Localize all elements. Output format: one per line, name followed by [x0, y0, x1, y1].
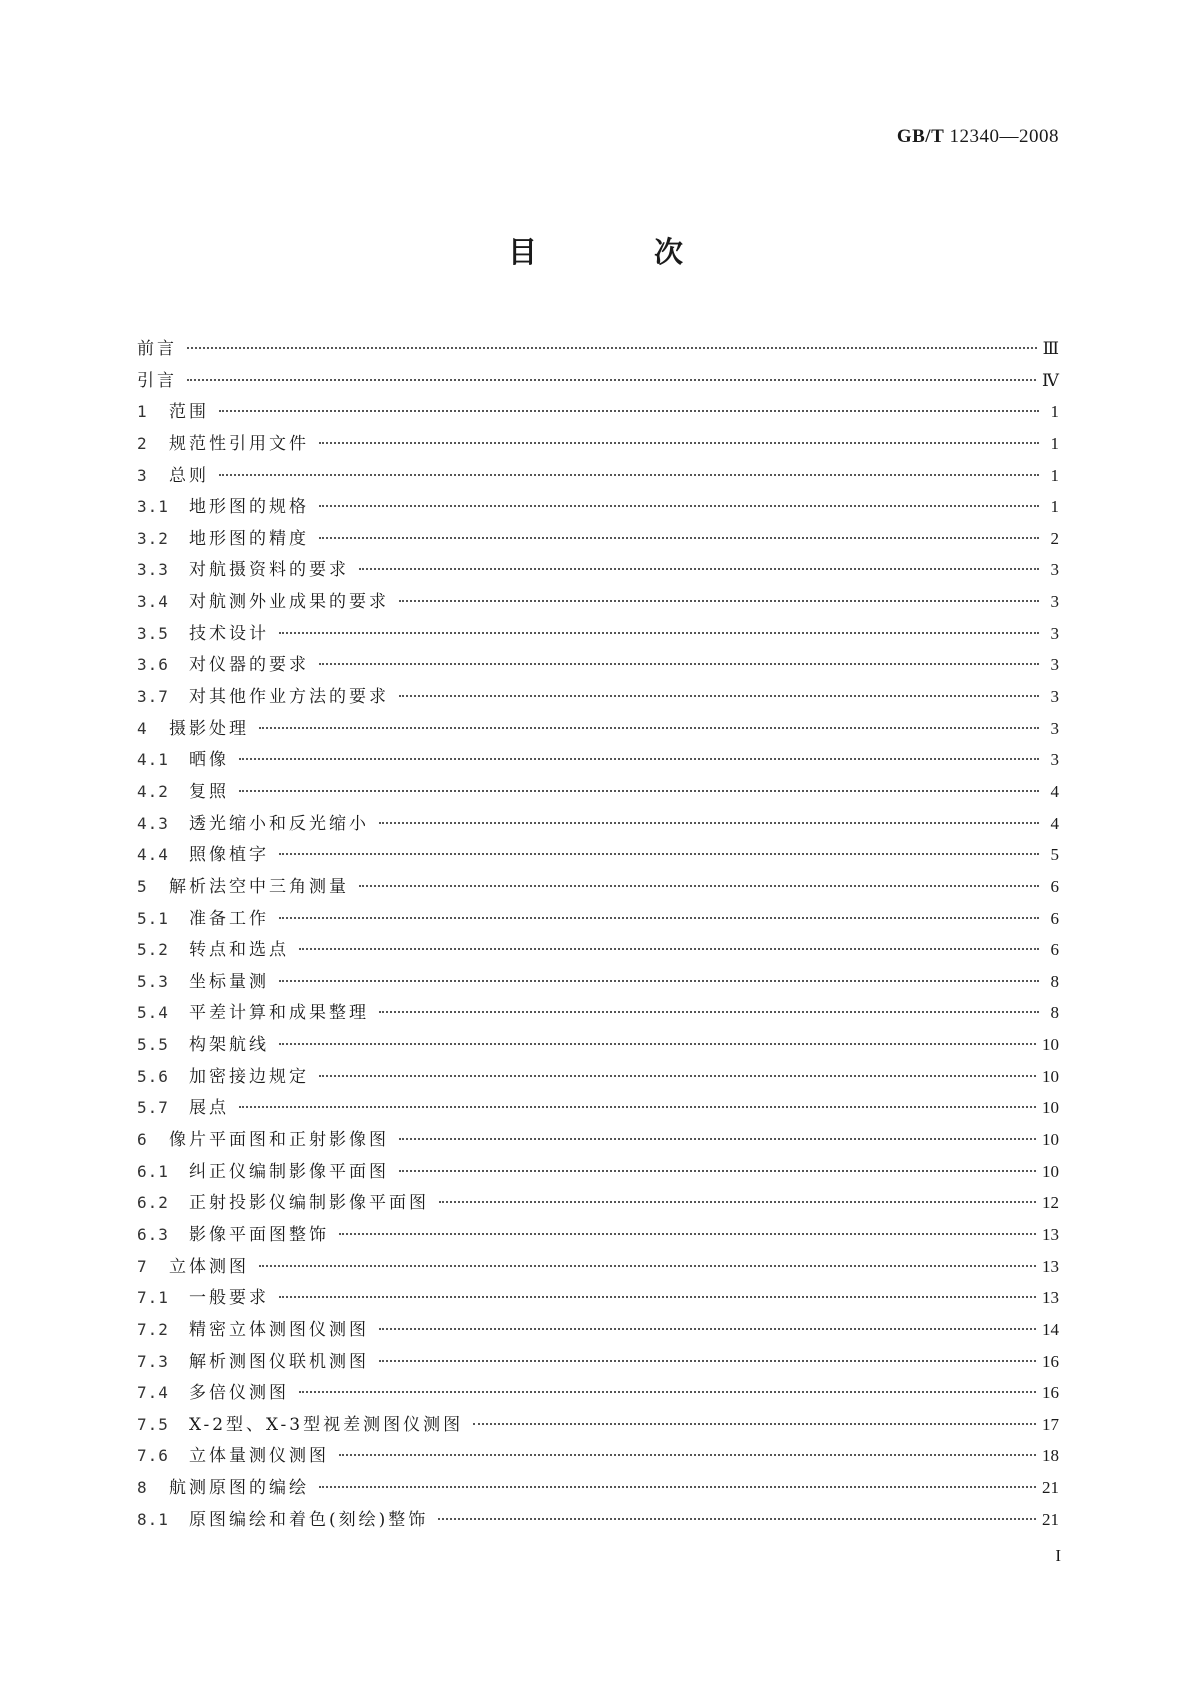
toc-entry[interactable] — [137, 1378, 1059, 1410]
toc-entry[interactable] — [137, 397, 1059, 429]
toc-entry[interactable] — [137, 998, 1059, 1030]
toc-dot-leader — [187, 379, 1036, 381]
toc-entry-label: 转点和选点 — [189, 940, 289, 961]
toc-dot-leader — [279, 1296, 1036, 1298]
toc-entry-number: 7.5 — [137, 1414, 169, 1434]
toc-entry[interactable] — [137, 619, 1059, 651]
toc-entry[interactable] — [137, 714, 1059, 746]
toc-entry-number: 8 — [137, 1478, 148, 1498]
toc-dot-leader — [279, 853, 1039, 855]
toc-entry-page: 21 — [1042, 1509, 1059, 1529]
toc-entry-label: 加密接边规定 — [189, 1066, 309, 1087]
toc-entry[interactable] — [137, 872, 1059, 904]
toc-entry-page: 6 — [1050, 908, 1059, 928]
toc-entry-number: 3 — [137, 465, 148, 485]
toc-dot-leader — [187, 347, 1037, 349]
toc-entry-number: 5.5 — [137, 1035, 169, 1055]
toc-entry-page: 3 — [1050, 718, 1059, 738]
toc-entry-page: 3 — [1050, 560, 1059, 580]
toc-entry-label: 解析法空中三角测量 — [169, 876, 349, 897]
toc-dot-leader — [319, 1075, 1036, 1077]
toc-entry-label: 总则 — [169, 465, 209, 486]
toc-entry-number: 6.3 — [137, 1224, 169, 1244]
toc-entry[interactable] — [137, 1315, 1059, 1347]
table-of-contents — [137, 334, 1059, 1536]
toc-entry-number: 4.1 — [137, 750, 169, 770]
toc-dot-leader — [319, 505, 1039, 507]
toc-entry-number: 3.7 — [137, 687, 169, 707]
toc-entry-number: 5.6 — [137, 1066, 169, 1086]
toc-entry-label: 坐标量测 — [189, 971, 269, 992]
toc-entry-number: 8.1 — [137, 1509, 169, 1529]
toc-entry[interactable] — [137, 1410, 1059, 1442]
toc-dot-leader — [319, 537, 1039, 539]
toc-entry-label: 对航测外业成果的要求 — [189, 592, 389, 613]
toc-entry-number: 5.7 — [137, 1098, 169, 1118]
toc-entry-page: 16 — [1042, 1383, 1059, 1403]
toc-dot-leader — [339, 1454, 1036, 1456]
toc-dot-leader — [399, 695, 1039, 697]
toc-entry-number: 2 — [137, 433, 148, 453]
toc-entry[interactable] — [137, 461, 1059, 493]
toc-entry[interactable] — [137, 840, 1059, 872]
toc-entry-page: 3 — [1050, 687, 1059, 707]
toc-entry-page: 14 — [1042, 1319, 1059, 1339]
toc-entry[interactable] — [137, 1030, 1059, 1062]
toc-entry-label: 技术设计 — [189, 623, 269, 644]
toc-entry-page: 10 — [1042, 1130, 1059, 1150]
toc-dot-leader — [473, 1423, 1036, 1425]
toc-entry-label: 原图编绘和着色(刻绘)整饰 — [189, 1509, 429, 1530]
toc-entry-page: 4 — [1050, 813, 1059, 833]
toc-entry-page: 17 — [1042, 1414, 1059, 1434]
toc-dot-leader — [299, 1391, 1036, 1393]
toc-dot-leader — [379, 1011, 1039, 1013]
toc-entry-label: 前言 — [137, 339, 177, 359]
toc-entry-page: 2 — [1050, 528, 1059, 548]
toc-entry-page: Ⅳ — [1042, 370, 1059, 390]
toc-entry-label: X-2型、X-3型视差测图仪测图 — [189, 1414, 464, 1435]
toc-entry-page: 1 — [1050, 497, 1059, 517]
toc-dot-leader — [239, 1106, 1036, 1108]
toc-entry-label: 多倍仪测图 — [189, 1383, 289, 1404]
toc-entry[interactable] — [137, 1220, 1059, 1252]
toc-entry[interactable] — [137, 1062, 1059, 1094]
toc-entry-page: 21 — [1042, 1478, 1059, 1498]
toc-dot-leader — [399, 600, 1039, 602]
toc-dot-leader — [399, 1138, 1036, 1140]
toc-dot-leader — [359, 885, 1039, 887]
toc-entry-label: 航测原图的编绘 — [169, 1478, 309, 1499]
toc-dot-leader — [438, 1518, 1036, 1520]
toc-entry[interactable] — [137, 650, 1059, 682]
toc-entry[interactable] — [137, 492, 1059, 524]
toc-entry-page: 12 — [1042, 1193, 1059, 1213]
toc-entry-label: 立体量测仪测图 — [189, 1446, 329, 1467]
toc-entry-number: 3.4 — [137, 592, 169, 612]
toc-entry-page: 8 — [1050, 1003, 1059, 1023]
toc-entry-number: 5.1 — [137, 908, 169, 928]
toc-entry-label: 对航摄资料的要求 — [189, 560, 349, 581]
toc-entry-number: 3.1 — [137, 497, 169, 517]
toc-dot-leader — [219, 410, 1039, 412]
toc-entry-page: 10 — [1042, 1066, 1059, 1086]
toc-entry[interactable] — [137, 1347, 1059, 1379]
toc-entry-page: 10 — [1042, 1161, 1059, 1181]
toc-entry-label: 一般要求 — [189, 1288, 269, 1309]
toc-entry-label: 晒像 — [189, 750, 229, 771]
toc-dot-leader — [239, 758, 1039, 760]
toc-dot-leader — [339, 1233, 1036, 1235]
toc-dot-leader — [359, 568, 1039, 570]
toc-entry-number: 6 — [137, 1130, 148, 1150]
toc-entry-page: 1 — [1050, 465, 1059, 485]
toc-entry-label: 对其他作业方法的要求 — [189, 687, 389, 708]
toc-entry-number: 7.4 — [137, 1383, 169, 1403]
toc-entry-page: 16 — [1042, 1351, 1059, 1371]
toc-entry-number: 4.2 — [137, 781, 169, 801]
toc-entry-number: 5.4 — [137, 1003, 169, 1023]
standard-code — [897, 126, 1059, 148]
toc-entry-page: 10 — [1042, 1098, 1059, 1118]
toc-entry-number: 5 — [137, 876, 148, 896]
toc-dot-leader — [279, 1043, 1036, 1045]
toc-entry-label: 照像植字 — [189, 845, 269, 866]
toc-entry-number: 5.2 — [137, 940, 169, 960]
toc-entry-number: 5.3 — [137, 971, 169, 991]
toc-entry-page: 6 — [1050, 940, 1059, 960]
toc-entry-number: 7.6 — [137, 1446, 169, 1466]
toc-entry-label: 构架航线 — [189, 1035, 269, 1056]
toc-entry-number: 4.3 — [137, 813, 169, 833]
toc-entry[interactable] — [137, 555, 1059, 587]
toc-entry-page: 13 — [1042, 1224, 1059, 1244]
toc-entry[interactable] — [137, 1093, 1059, 1125]
toc-entry[interactable] — [137, 366, 1059, 398]
toc-entry-number: 3.6 — [137, 655, 169, 675]
toc-entry-label: 精密立体测图仪测图 — [189, 1319, 369, 1340]
toc-dot-leader — [319, 442, 1039, 444]
toc-dot-leader — [259, 727, 1039, 729]
toc-entry-label: 立体测图 — [169, 1256, 249, 1277]
toc-entry-label: 地形图的规格 — [189, 497, 309, 518]
toc-entry[interactable] — [137, 429, 1059, 461]
toc-entry-number: 1 — [137, 402, 148, 422]
standard-prefix: GB/T — [896, 126, 945, 147]
toc-entry-page: 13 — [1042, 1256, 1059, 1276]
toc-entry[interactable] — [137, 524, 1059, 556]
toc-entry[interactable] — [137, 745, 1059, 777]
toc-dot-leader — [379, 1328, 1036, 1330]
toc-entry-page: 13 — [1042, 1288, 1059, 1308]
toc-entry[interactable] — [137, 1441, 1059, 1473]
toc-entry-label: 准备工作 — [189, 908, 269, 929]
toc-entry[interactable] — [137, 334, 1059, 366]
toc-entry[interactable] — [137, 682, 1059, 714]
toc-entry-number: 7.3 — [137, 1351, 169, 1371]
toc-entry-label: 复照 — [189, 781, 229, 802]
toc-dot-leader — [279, 980, 1039, 982]
toc-entry[interactable] — [137, 1157, 1059, 1189]
toc-entry-label: 摄影处理 — [169, 718, 249, 739]
toc-dot-leader — [259, 1265, 1036, 1267]
page-title: 目 次 — [507, 235, 727, 269]
toc-entry-number: 4.4 — [137, 845, 169, 865]
toc-dot-leader — [439, 1201, 1036, 1203]
toc-entry-page: 6 — [1050, 876, 1059, 896]
toc-entry-page: 3 — [1050, 750, 1059, 770]
toc-entry[interactable] — [137, 904, 1059, 936]
toc-entry-page: 5 — [1050, 845, 1059, 865]
toc-dot-leader — [379, 1360, 1036, 1362]
toc-entry[interactable] — [137, 1505, 1059, 1537]
toc-dot-leader — [279, 632, 1039, 634]
toc-entry-page: 18 — [1042, 1446, 1059, 1466]
toc-entry-label: 展点 — [189, 1098, 229, 1119]
toc-entry-label: 影像平面图整饰 — [189, 1224, 329, 1245]
toc-entry[interactable] — [137, 1283, 1059, 1315]
toc-entry-page: 8 — [1050, 971, 1059, 991]
toc-entry-number: 7.1 — [137, 1288, 169, 1308]
toc-entry-label: 引言 — [137, 370, 177, 391]
toc-entry[interactable] — [137, 967, 1059, 999]
toc-entry[interactable] — [137, 587, 1059, 619]
toc-entry-number: 3.5 — [137, 623, 169, 643]
standard-number: 12340—2008 — [949, 126, 1059, 147]
toc-entry[interactable] — [137, 935, 1059, 967]
toc-entry-label: 规范性引用文件 — [169, 433, 309, 454]
toc-entry-page: Ⅲ — [1042, 339, 1059, 358]
toc-entry-label: 范围 — [169, 402, 209, 423]
toc-entry[interactable] — [137, 1473, 1059, 1505]
toc-dot-leader — [219, 474, 1039, 476]
toc-dot-leader — [379, 822, 1039, 824]
toc-entry[interactable] — [137, 1188, 1059, 1220]
toc-entry-label: 地形图的精度 — [189, 528, 309, 549]
toc-entry-page: 3 — [1050, 623, 1059, 643]
toc-entry-page: 3 — [1050, 592, 1059, 612]
toc-entry-number: 6.1 — [137, 1161, 169, 1181]
toc-entry[interactable] — [137, 809, 1059, 841]
toc-entry-page: 10 — [1042, 1035, 1059, 1055]
toc-entry-number: 7.2 — [137, 1319, 169, 1339]
toc-entry-number: 7 — [137, 1256, 148, 1276]
toc-entry-label: 像片平面图和正射影像图 — [169, 1130, 389, 1151]
toc-entry-page: 1 — [1050, 402, 1059, 422]
toc-dot-leader — [279, 917, 1039, 919]
toc-dot-leader — [319, 1486, 1036, 1488]
toc-entry-page: 1 — [1050, 433, 1059, 453]
toc-entry[interactable] — [137, 1125, 1059, 1157]
toc-entry-label: 纠正仪编制影像平面图 — [189, 1161, 389, 1182]
page-number: I — [1055, 1546, 1061, 1565]
toc-entry-number: 6.2 — [137, 1193, 169, 1213]
toc-entry-number: 3.2 — [137, 528, 169, 548]
toc-entry-number: 4 — [137, 718, 148, 738]
toc-entry[interactable] — [137, 777, 1059, 809]
toc-entry-label: 解析测图仪联机测图 — [189, 1351, 369, 1372]
toc-entry-label: 正射投影仪编制影像平面图 — [189, 1193, 429, 1214]
toc-dot-leader — [299, 948, 1039, 950]
toc-entry-page: 4 — [1050, 781, 1059, 801]
toc-dot-leader — [239, 790, 1039, 792]
toc-dot-leader — [319, 663, 1039, 665]
toc-entry-label: 平差计算和成果整理 — [189, 1003, 369, 1024]
toc-dot-leader — [399, 1170, 1036, 1172]
toc-entry-label: 对仪器的要求 — [189, 655, 309, 676]
toc-entry-label: 透光缩小和反光缩小 — [189, 813, 369, 834]
toc-entry-page: 3 — [1050, 655, 1059, 675]
toc-entry-number: 3.3 — [137, 560, 169, 580]
toc-entry[interactable] — [137, 1252, 1059, 1284]
